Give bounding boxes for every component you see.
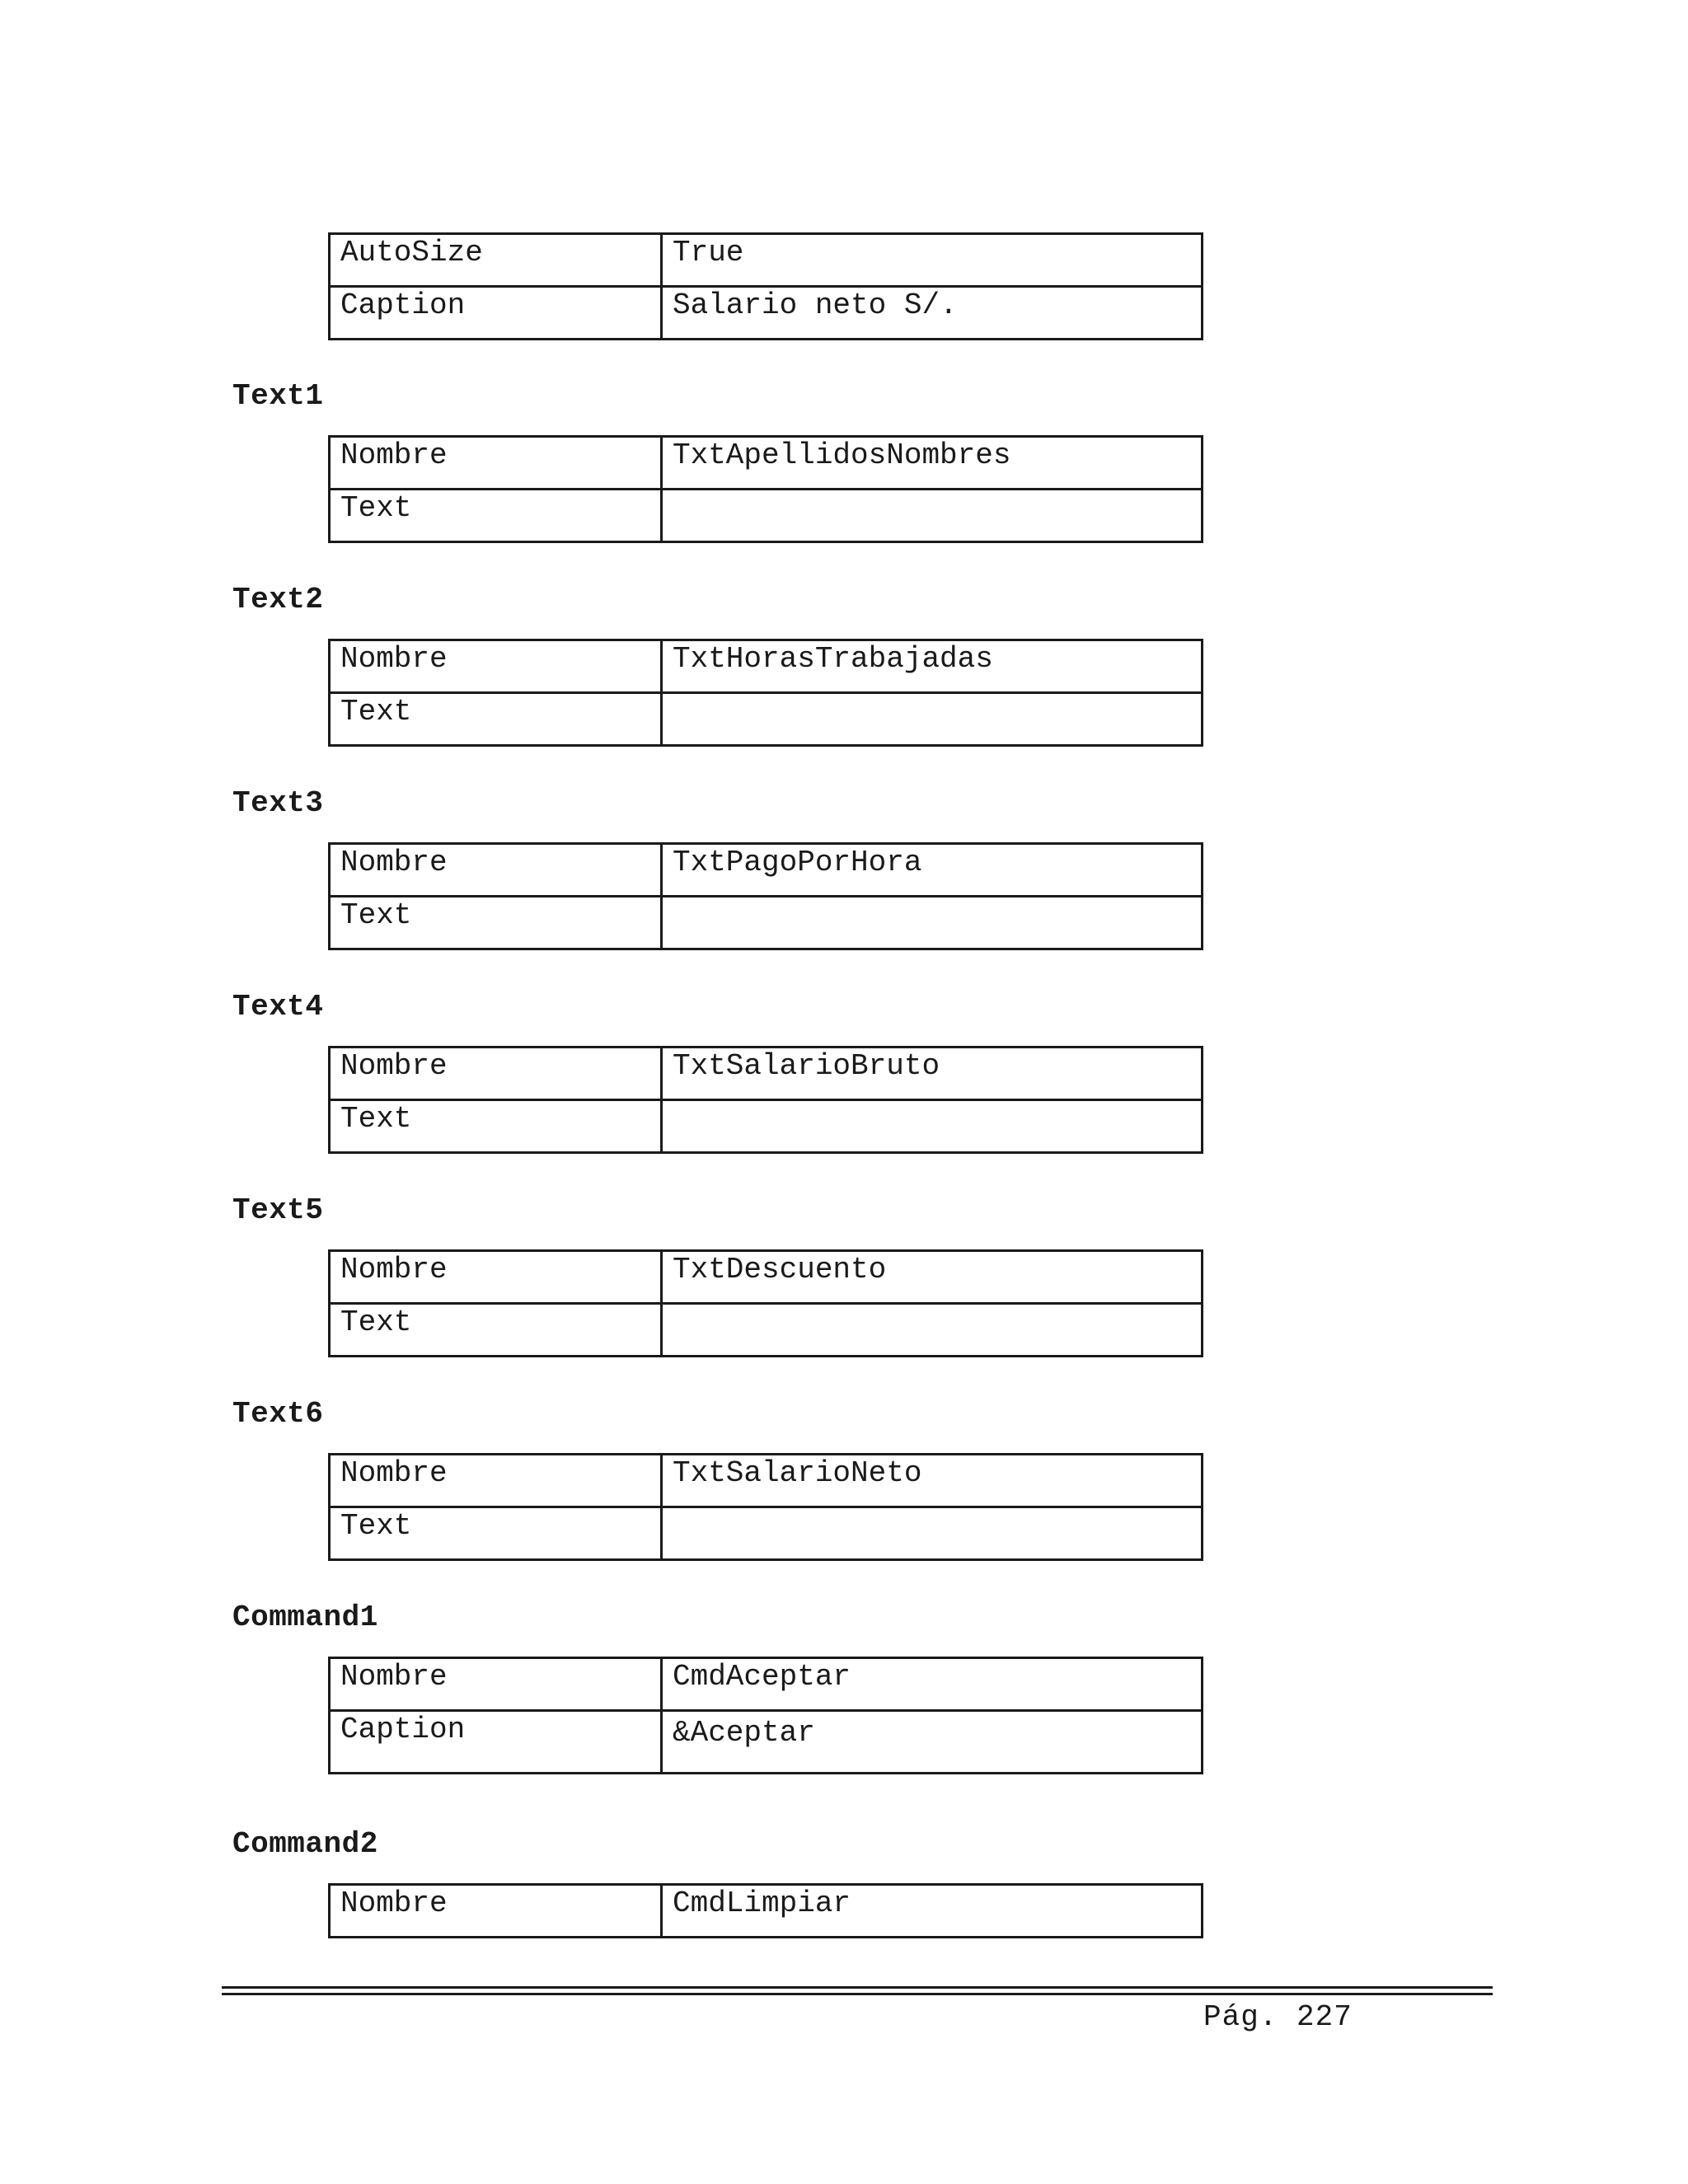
table-row	[330, 1507, 1203, 1560]
property-name: Text	[330, 490, 662, 542]
property-name: Nombre	[330, 640, 662, 693]
property-name: Caption	[330, 287, 662, 340]
property-name: Nombre	[330, 1885, 662, 1938]
properties-table-text1	[328, 435, 1203, 543]
property-value: True	[662, 234, 1203, 287]
table-row	[330, 693, 1203, 746]
footer-rule	[222, 1993, 1493, 1995]
section-heading-command1: Command1	[232, 1601, 378, 1634]
page-number: Pág. 227	[1203, 2000, 1353, 2034]
property-name: Text	[330, 897, 662, 949]
footer-rule	[222, 1986, 1493, 1989]
properties-table-text5	[328, 1249, 1203, 1357]
property-name: Nombre	[330, 437, 662, 490]
property-value: TxtSalarioNeto	[662, 1455, 1203, 1507]
table-row	[330, 1047, 1203, 1100]
properties-table-command2	[328, 1883, 1203, 1938]
property-name: Nombre	[330, 1455, 662, 1507]
property-value: Salario neto S/.	[662, 287, 1203, 340]
property-value: CmdAceptar	[662, 1658, 1203, 1711]
table-row	[330, 844, 1203, 897]
property-name: Text	[330, 693, 662, 746]
table-row	[330, 437, 1203, 490]
property-name: Text	[330, 1507, 662, 1560]
properties-table-text4	[328, 1046, 1203, 1154]
property-name: Text	[330, 1100, 662, 1153]
table-row	[330, 640, 1203, 693]
property-value	[662, 1100, 1203, 1153]
property-value	[662, 897, 1203, 949]
section-heading-text5: Text5	[232, 1193, 324, 1227]
property-value: TxtSalarioBruto	[662, 1047, 1203, 1100]
property-value: TxtHorasTrabajadas	[662, 640, 1203, 693]
property-value: TxtPagoPorHora	[662, 844, 1203, 897]
properties-table-text3	[328, 842, 1203, 950]
property-value	[662, 1507, 1203, 1560]
property-name: AutoSize	[330, 234, 662, 287]
property-value: &Aceptar	[662, 1711, 1203, 1774]
property-value: TxtDescuento	[662, 1251, 1203, 1304]
properties-table-text2	[328, 639, 1203, 747]
table-row	[330, 1711, 1203, 1774]
property-name: Nombre	[330, 1251, 662, 1304]
section-heading-text3: Text3	[232, 786, 324, 820]
property-name: Nombre	[330, 844, 662, 897]
property-name: Nombre	[330, 1047, 662, 1100]
section-heading-text2: Text2	[232, 583, 324, 616]
table-row	[330, 1885, 1203, 1938]
properties-table-command1	[328, 1657, 1203, 1774]
section-heading-text6: Text6	[232, 1397, 324, 1431]
section-heading-text4: Text4	[232, 990, 324, 1024]
properties-table-label-caption	[328, 232, 1203, 340]
table-row	[330, 1100, 1203, 1153]
table-row	[330, 1251, 1203, 1304]
table-row	[330, 1304, 1203, 1357]
table-row	[330, 287, 1203, 340]
table-row	[330, 1455, 1203, 1507]
properties-table-text6	[328, 1453, 1203, 1561]
table-row	[330, 490, 1203, 542]
property-value: TxtApellidosNombres	[662, 437, 1203, 490]
table-row	[330, 234, 1203, 287]
table-row	[330, 1658, 1203, 1711]
section-heading-text1: Text1	[232, 379, 324, 413]
property-name: Caption	[330, 1711, 662, 1774]
property-value	[662, 1304, 1203, 1357]
property-value	[662, 693, 1203, 746]
property-value	[662, 490, 1203, 542]
property-value: CmdLimpiar	[662, 1885, 1203, 1938]
table-row	[330, 897, 1203, 949]
section-heading-command2: Command2	[232, 1827, 378, 1861]
property-name: Text	[330, 1304, 662, 1357]
property-name: Nombre	[330, 1658, 662, 1711]
